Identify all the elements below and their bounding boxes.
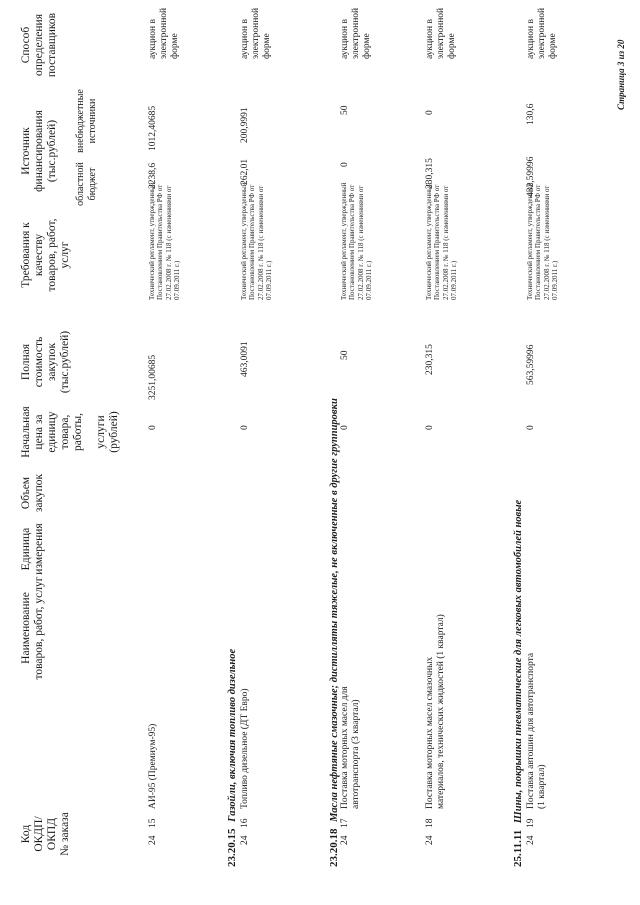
row-19-name-line1: Поставка автошин для автотранспорта: [526, 652, 536, 809]
row-18-name-line1: Поставка моторных масел смазочных: [425, 656, 435, 809]
row-15-code: 24: [148, 835, 158, 845]
header-code-line3: ОКПД: [46, 817, 58, 851]
page-number: Страница 3 из 20: [616, 39, 626, 110]
row-17-order: 17: [340, 818, 350, 828]
group-oils-title: Масла нефтяные смазочные; дистилляты тяжелые, не включенные в другие группировки: [329, 398, 340, 822]
row-16-method: аукцион в электронной форме: [240, 7, 272, 59]
row-17-total: 50: [340, 350, 350, 360]
row-15-method: аукцион в электронной форме: [148, 7, 180, 59]
row-18-method: аукцион в электронной форме: [425, 7, 457, 59]
row-16-requirements: Технический регламент, утвержденный Постановлением Правительства РФ от 27.02.2008 г. № 118 (с изменениями от 07.09.2011 г.): [240, 182, 274, 300]
row-17-regional: 0: [340, 162, 350, 167]
header-code-line1: Код: [20, 824, 32, 844]
row-17-method: аукцион в электронной форме: [340, 7, 372, 59]
header-unit: Единица измерения: [20, 523, 45, 575]
row-19-name: [526, 653, 548, 809]
row-18-extra: 0: [425, 110, 435, 115]
header-method: Способ определения поставщиков: [20, 12, 58, 78]
row-15-regional: 2238,6: [148, 162, 158, 189]
row-16-code: 24: [240, 835, 250, 845]
row-19-requirements: Технический регламент, утвержденный Постановлением Правительства РФ от 27.02.2008 г. № 118 (с изменениями от 07.09.2011 г.): [526, 182, 560, 300]
header-funding-regional: областной бюджет: [75, 162, 98, 206]
row-15-name: АИ-95 (Премиум-95): [148, 723, 158, 809]
row-17-name: [340, 686, 362, 809]
row-18-regional: 230,315: [425, 158, 435, 189]
row-16-regional: 262,01: [240, 158, 250, 185]
header-code-line4: № заказа: [59, 812, 71, 856]
row-19-method: аукцион в электронной форме: [526, 7, 558, 59]
header-price-line2: услуги (рублей): [95, 411, 120, 453]
row-15-total: 3251,00685: [148, 354, 158, 400]
header-price-line1: Начальная цена за единицу товара, работы,: [20, 406, 84, 458]
row-18-order: 18: [425, 818, 435, 828]
group-gasoil-code: 23.20.15: [226, 828, 238, 867]
header-requirements: Требования к качеству товаров, работ, услуг: [20, 218, 71, 292]
row-17-requirements: Технический регламент, утвержденный Постановлением Правительства РФ от 27.02.2008 г. № 118 (с изменениями от 07.09.2011 г.): [340, 182, 374, 300]
row-15-order: 15: [148, 818, 158, 828]
row-18-code: 24: [425, 835, 435, 845]
row-18-name-line2: материалов, технических жидкостей (1 квартал): [436, 614, 446, 809]
row-16-extra: 200,9991: [240, 107, 250, 143]
row-18-requirements: Технический регламент, утвержденный Постановлением Правительства РФ от 27.02.2008 г. № 118 (с изменениями от 07.09.2011 г.): [425, 182, 459, 300]
row-18-name: [425, 614, 447, 809]
header-name: Наименование товаров, работ, услуг: [20, 576, 45, 680]
header-funding-extra: внебюджетные источники: [75, 89, 98, 153]
group-oils-code: 23.20.18: [328, 828, 340, 867]
group-tyres: [512, 500, 525, 867]
row-18-price: 0: [425, 425, 435, 430]
row-15-price: 0: [148, 425, 158, 430]
row-15-requirements: Технический регламент, утвержденный Постановлением Правительства РФ от 27.02.2008 г. № 118 (с изменениями от 07.09.2011 г.): [148, 182, 182, 300]
row-19-regional: 432,59996: [526, 156, 536, 197]
row-19-name-line2: (1 квартал): [537, 764, 547, 809]
row-19-extra: 130,6: [526, 103, 536, 125]
row-19-order: 19: [526, 818, 536, 828]
row-16-order: 16: [240, 818, 250, 828]
row-16-total: 463,0091: [240, 341, 250, 377]
row-19-total: 563,59996: [526, 344, 536, 385]
header-total: Полная стоимость закупок (тыс.рублей): [20, 330, 71, 394]
header-volume: Объем закупок: [20, 473, 45, 513]
row-17-name-line1: Поставка моторных масел для: [340, 686, 350, 809]
group-tyres-title: Шины, покрышки пневматические для легковых автомобилей новые: [513, 499, 524, 824]
header-code-line2: ОКДП/: [33, 816, 45, 852]
row-16-price: 0: [240, 425, 250, 430]
row-15-extra: 1012,40685: [148, 105, 158, 151]
row-19-code: 24: [526, 835, 536, 845]
row-17-code: 24: [340, 835, 350, 845]
group-gasoil: [226, 649, 239, 867]
group-gasoil-title: Газойли, включая топливо дизельное: [227, 648, 238, 822]
row-17-extra: 50: [340, 105, 350, 115]
header-price: [20, 399, 121, 465]
row-17-price: 0: [340, 425, 350, 430]
header-funding: Источник финансирования (тыс.рублей): [20, 110, 58, 192]
header-code: [20, 803, 72, 865]
row-16-name: Топливо дизельное (ДТ Евро): [240, 688, 250, 809]
group-tyres-code: 25.11.11: [512, 829, 524, 867]
row-18-total: 230,315: [425, 344, 435, 375]
row-17-name-line2: автотранспорта (3 квартал): [351, 699, 361, 809]
row-19-price: 0: [526, 425, 536, 430]
